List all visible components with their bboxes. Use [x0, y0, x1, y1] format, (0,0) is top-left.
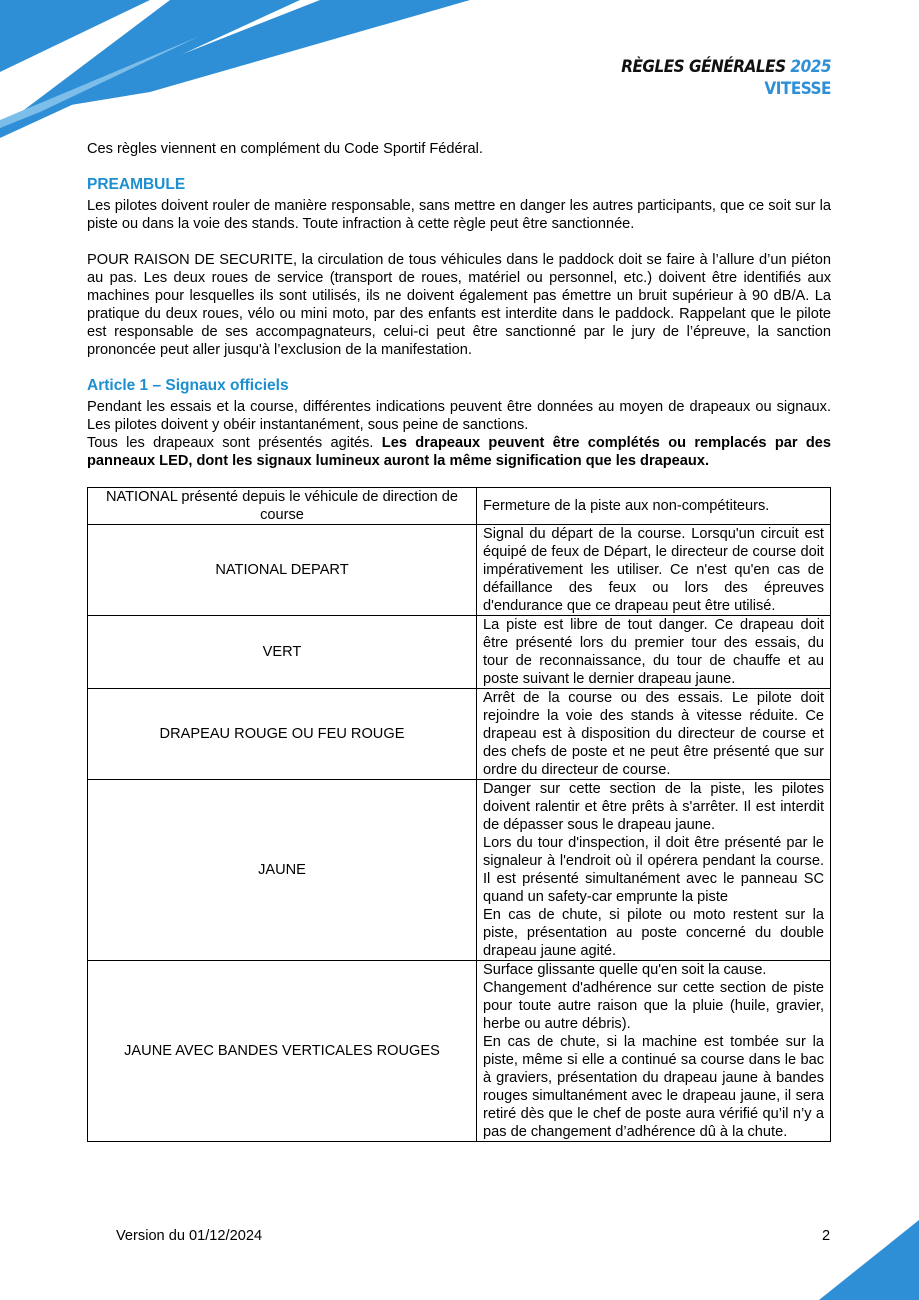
page-number: 2: [822, 1228, 831, 1244]
article-1-p2-bold: Les drapeaux peuvent être complétés ou remplacés par des panneaux LED, dont les signaux lumineux auront la même signification que les drapeaux.: [87, 435, 831, 469]
flags-table: [87, 487, 831, 1142]
article-1-p2-normal: Tous les drapeaux sont présentés agités.: [87, 435, 382, 451]
article-1-heading: Article 1 – Signaux officiels: [87, 377, 289, 394]
table-row: [88, 525, 831, 616]
header-title: RÈGLES GÉNÉRALES: [621, 57, 786, 77]
document-header: [621, 56, 831, 100]
flag-name-cell: JAUNE: [88, 780, 477, 961]
article-1-paragraph-1: Pendant les essais et la course, différentes indications peuvent être données au moyen de drapeaux ou signaux. Les pilotes doivent y obéir instantanément, sous peine de sanctions.: [87, 399, 831, 433]
flag-name-cell: VERT: [88, 616, 477, 689]
footer-version: Version du 01/12/2024: [116, 1228, 263, 1244]
table-row: [88, 689, 831, 780]
flag-meaning-cell: Signal du départ de la course. Lorsqu'un circuit est équipé de feux de Départ, le directeur de course doit impérativement les utiliser. Ce n'est qu'en cas de défaillance des feux ou lors des épreuves d'endurance que ce drapeau peut être utilisé.: [477, 525, 831, 616]
preambule-paragraph-2: POUR RAISON DE SECURITE, la circulation de tous véhicules dans le paddock doit se faire à l’allure d’un piéton au pas. Les deux roues de service (transport de roues, matériel ou personnel, etc.) doivent être identifiés aux machines pour lesquelles ils sont utilisés, ils ne doivent également pas émettre un bruit supérieur à 90 dB/A. La pratique du deux roues, vélo ou mini moto, par des enfants est interdite dans le paddock. Rappelant que le pilote est responsable de ses accompagnateurs, celui-ci peut être sanctionné par le jury de l’épreuve, la sanction prononcée peut aller jusqu'à l’exclusion de la manifestation.: [87, 252, 831, 358]
table-row: [88, 616, 831, 689]
flag-meaning-cell: Danger sur cette section de la piste, les pilotes doivent ralentir et être prêts à s'arrêter. Il est interdit de dépasser sous le drapeau jaune. Lors du tour d'inspection, il doit être présenté par le signaleur à l'endroit où il opérera pendant la course. Il est présenté simultanément avec le panneau SC quand un safety-car emprunte la piste En cas de chute, si pilote ou moto restent sur la piste, présentation au poste concerné du double drapeau jaune agité.: [477, 780, 831, 961]
header-year: 2025: [790, 57, 831, 77]
preambule-heading: PREAMBULE: [87, 176, 186, 193]
document-body: [87, 140, 831, 1142]
footer-decoration-triangle: [819, 1220, 919, 1300]
header-subtitle: VITESSE: [764, 79, 831, 99]
flag-meaning-cell: Fermeture de la piste aux non-compétiteurs.: [477, 488, 831, 525]
flag-meaning-cell: Arrêt de la course ou des essais. Le pilote doit rejoindre la voie des stands à vitesse réduite. Ce drapeau est à disposition du directeur de course et des chefs de poste et ne peut être présenté que sur ordre du directeur de course.: [477, 689, 831, 780]
flag-meaning-cell: Surface glissante quelle qu'en soit la cause. Changement d'adhérence sur cette section de piste pour toute autre raison que la pluie (huile, gravier, herbe ou autre débris). En cas de chute, si la machine est tombée sur la piste, même si elle a continué sa course dans le bac à graviers, présentation du drapeau jaune à bandes rouges simultanément avec le drapeau jaune, il sera retiré dès que le chef de poste aura vérifié qu’il n’y a pas de changement d’adhérence dû à la chute.: [477, 961, 831, 1142]
flag-meaning-cell: La piste est libre de tout danger. Ce drapeau doit être présenté lors du premier tour des essais, du tour de reconnaissance, du tour de chauffe et au poste suivant le dernier drapeau jaune.: [477, 616, 831, 689]
flag-name-cell: JAUNE AVEC BANDES VERTICALES ROUGES: [88, 961, 477, 1142]
flag-name-cell: NATIONAL DEPART: [88, 525, 477, 616]
table-row: [88, 780, 831, 961]
flag-name-cell: NATIONAL présenté depuis le véhicule de direction de course: [88, 488, 477, 525]
preambule-paragraph-1: Les pilotes doivent rouler de manière responsable, sans mettre en danger les autres participants, que ce soit sur la piste ou dans la voie des stands. Toute infraction à cette règle peut être sanctionnée.: [87, 198, 831, 232]
article-1-paragraph-2: [87, 434, 831, 470]
table-row: [88, 961, 831, 1142]
table-row: [88, 488, 831, 525]
flag-name-cell: DRAPEAU ROUGE OU FEU ROUGE: [88, 689, 477, 780]
header-decoration-stripes: [0, 0, 480, 150]
intro-text: Ces règles viennent en complément du Code Sportif Fédéral.: [87, 141, 483, 157]
